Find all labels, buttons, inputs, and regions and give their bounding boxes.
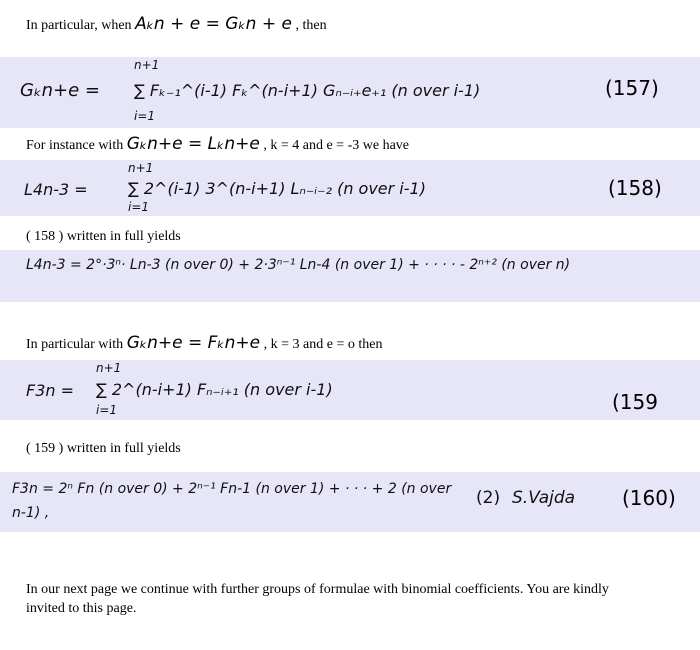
written-full-158: ( 158 ) written in full yields bbox=[26, 229, 181, 244]
written-full-159: ( 159 ) written in full yields bbox=[26, 441, 181, 456]
eq159-lhs: F3n = bbox=[26, 381, 75, 400]
eq158-number: (158) bbox=[608, 176, 662, 200]
inline-math: Gₖn+e = Fₖn+e bbox=[126, 333, 261, 353]
eq159-lower: i=1 bbox=[96, 403, 118, 417]
eq157-body: ∑ Fₖ₋₁^(i-1) Fₖ^(n-i+1) Gₙ₋ᵢ₊e₊₁ (n over i-1) bbox=[134, 81, 481, 100]
eq157-number: (157) bbox=[605, 76, 659, 100]
eq157-upper: n+1 bbox=[134, 58, 160, 72]
eq157-lower: i=1 bbox=[134, 109, 156, 123]
text: , k = 4 and e = -3 we have bbox=[263, 138, 409, 153]
text: , k = 3 and e = o then bbox=[263, 337, 383, 352]
text: In particular, when bbox=[26, 18, 132, 33]
eq157-lhs: Gₖn+e = bbox=[20, 80, 100, 101]
text: , then bbox=[295, 18, 327, 33]
eq159-number: (159 bbox=[612, 390, 658, 414]
eq158-lhs: L4n-3 = bbox=[24, 180, 88, 199]
closing-paragraph: In our next page we continue with further groups of formulae with binomial coefficients. You are kindly invited to this page. bbox=[26, 582, 609, 616]
text: In particular with bbox=[26, 337, 124, 352]
particular-line bbox=[26, 333, 382, 353]
eq160-number: (160) bbox=[622, 486, 676, 510]
eq158-upper: n+1 bbox=[128, 161, 154, 175]
eq160-body: F3n = 2ⁿ Fn (n over 0) + 2ⁿ⁻¹ Fn-1 (n over 1) + · · · + 2 (n over n-1) , bbox=[12, 481, 452, 521]
inline-math: Gₖn+e = Lₖn+e bbox=[126, 134, 260, 154]
eq159-body: ∑ 2^(n-i+1) Fₙ₋ᵢ₊₁ (n over i-1) bbox=[96, 380, 333, 399]
eq160-author: S.Vajda bbox=[512, 488, 576, 508]
eq160-ref: (2) bbox=[476, 488, 501, 508]
eq158-full: L4n-3 = 2°·3ⁿ· Ln-3 (n over 0) + 2·3ⁿ⁻¹ Ln-4 (n over 1) + · · · · - 2ⁿ⁺² (n over n) bbox=[26, 257, 571, 273]
eq159-upper: n+1 bbox=[96, 361, 122, 375]
intro-line bbox=[26, 14, 327, 34]
text: For instance with bbox=[26, 138, 124, 153]
eq158-body: ∑ 2^(i-1) 3^(n-i+1) Lₙ₋ᵢ₋₂ (n over i-1) bbox=[128, 179, 426, 198]
inline-math: Aₖn + e = Gₖn + e bbox=[135, 14, 292, 34]
eq158-lower: i=1 bbox=[128, 200, 150, 214]
instance-line bbox=[26, 134, 409, 154]
